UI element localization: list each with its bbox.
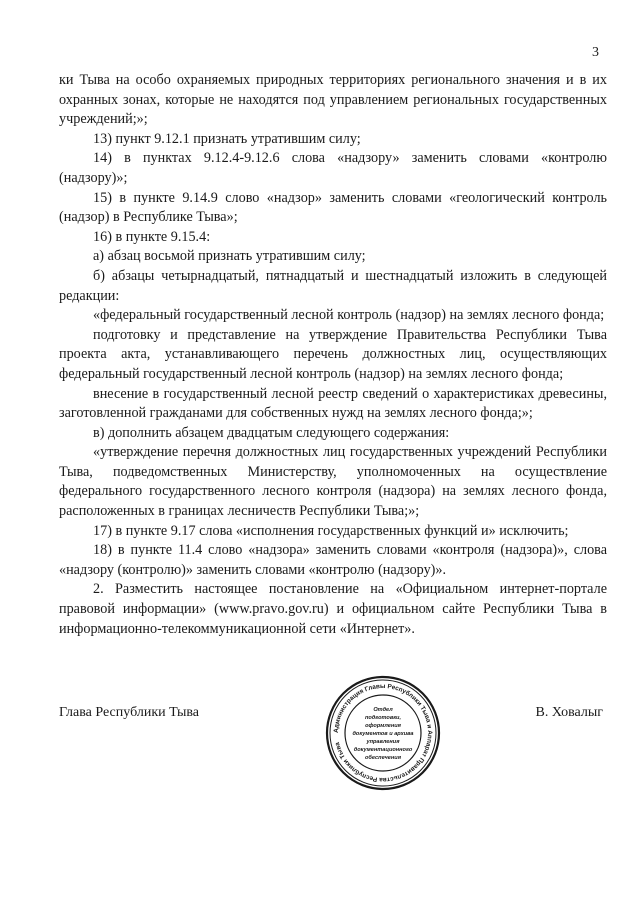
paragraph: 18) в пункте 11.4 слово «надзора» заменить словами «контроля (надзора)», слова «надзору (контролю)» заменить словами «контролю (надзору)». bbox=[59, 542, 607, 578]
stamp-line: документов и архива bbox=[352, 731, 414, 737]
paragraph: ки Тыва на особо охраняемых природных территориях регионального значения и в их охранных зонах, которые не находятся под управлением региональных государственных учреждений;»; bbox=[59, 72, 607, 128]
signatory-name: В. Ховалыг bbox=[535, 705, 603, 720]
official-stamp bbox=[324, 674, 442, 792]
stamp-graphic bbox=[324, 674, 442, 792]
stamp-outer-text: Администрация Главы Республики Тыва и Аппарат Правительства Республики Тыва bbox=[332, 682, 434, 784]
paragraph: «утверждение перечня должностных лиц государственных учреждений Республики Тыва, подведомственных Министерству, уполномоченных на осуществление федерального государственного лесного контроля (надзора) на землях лесного фонда, расположенных в границах лесничеств Республики Тыва;»; bbox=[59, 444, 607, 520]
paragraph: 17) в пункте 9.17 слова «исполнения государственных функций и» исключить; bbox=[93, 522, 569, 539]
paragraph: 16) в пункте 9.15.4: bbox=[93, 228, 211, 245]
paragraph: 2. Разместить настоящее постановление на «Официальном интернет-портале правовой информации» (www.pravo.gov.ru) и официальном сайте Республики Тыва в информационно-телекоммуникационной сети «Интернет». bbox=[59, 581, 607, 637]
page-number: 3 bbox=[592, 45, 599, 60]
stamp-line: Отдел bbox=[373, 707, 393, 713]
signatory-position: Глава Республики Тыва bbox=[59, 705, 200, 720]
paragraph: в) дополнить абзацем двадцатым следующего содержания: bbox=[93, 424, 450, 441]
document-body bbox=[59, 71, 607, 639]
stamp-line: подготовки, bbox=[364, 715, 402, 721]
stamp-line: оформления bbox=[365, 723, 401, 729]
paragraph: 15) в пункте 9.14.9 слово «надзор» заменить словами «геологический контроль (надзор) в Республике Тыва»; bbox=[59, 189, 607, 226]
stamp-line: обеспечения bbox=[364, 755, 402, 761]
stamp-line: документационного bbox=[353, 747, 413, 753]
paragraph: «федеральный государственный лесной контроль (надзор) на землях лесного фонда; bbox=[93, 307, 605, 324]
paragraph: 14) в пунктах 9.12.4-9.12.6 слова «надзору» заменить словами «контролю (надзору)»; bbox=[59, 150, 607, 186]
paragraph: подготовку и представление на утверждение Правительства Республики Тыва проекта акта, устанавливающего перечень должностных лиц, осуществляющих федеральный государственный лесной контроль (надзор) на землях лесного фонда; bbox=[59, 326, 607, 382]
paragraph: внесение в государственный лесной реестр сведений о характеристиках древесины, заготовленной гражданами для собственных нужд на землях лесного фонда;»; bbox=[59, 385, 607, 422]
paragraph: б) абзацы четырнадцатый, пятнадцатый и шестнадцатый изложить в следующей редакции: bbox=[59, 267, 607, 304]
paragraph: а) абзац восьмой признать утратившим силу; bbox=[93, 248, 366, 265]
paragraph: 13) пункт 9.12.1 признать утратившим силу; bbox=[93, 130, 361, 147]
stamp-line: управления bbox=[366, 739, 400, 745]
